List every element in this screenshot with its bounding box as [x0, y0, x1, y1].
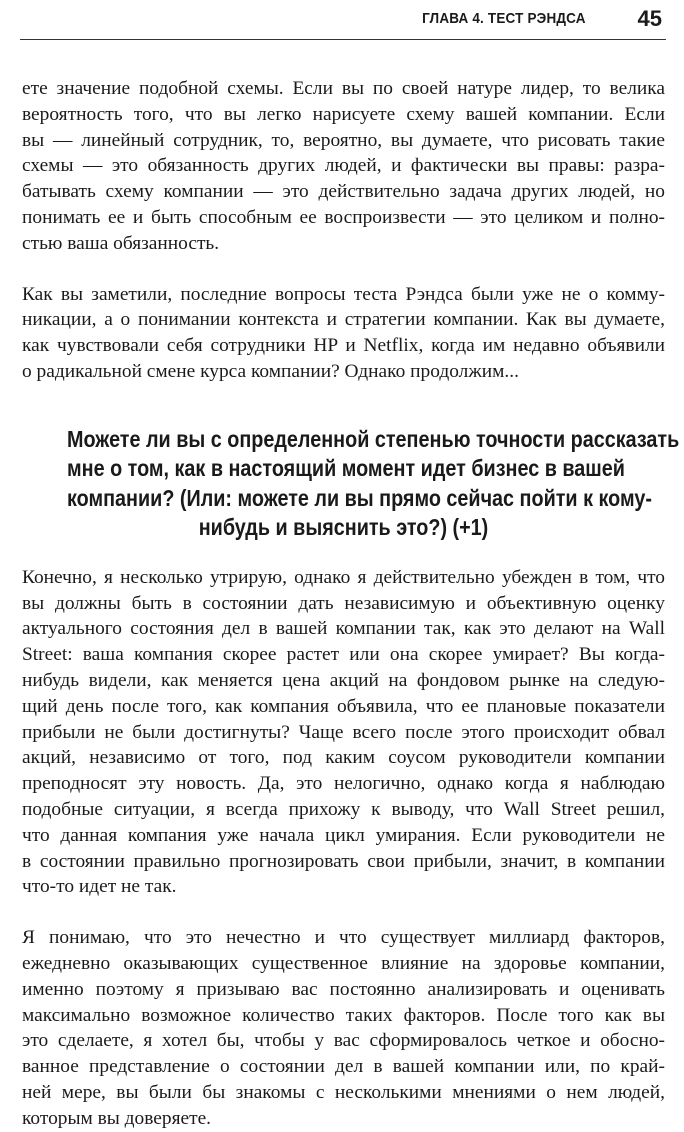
text-line: схемы — это обязанность других людей, и фактически вы правы: разра- — [22, 155, 665, 177]
paragraph-3 — [22, 565, 665, 900]
text-line: максимально возможное количество таких факторов. После того как вы — [22, 1004, 665, 1026]
text-line: о радикальной смене курса компании? Однако продолжим... — [22, 360, 519, 382]
text-line: что данная компания уже начала цикл умирания. Если руководители не — [22, 824, 665, 846]
text-line: в состоянии правильно прогнозировать свои прибыли, значит, в компании — [22, 850, 665, 872]
section-heading — [22, 425, 680, 543]
text-line: стью ваша обязанность. — [22, 232, 220, 254]
text-line: никации, а о понимании контекста и стратегии компании. Как вы думаете, — [22, 309, 665, 331]
text-line: Я понимаю, что это нечестно и что существует миллиард факторов, — [22, 927, 665, 949]
text-line: Street: ваша компания скорее растет или она скорее умирает? Вы когда- — [22, 644, 665, 666]
text-line: понимать ее и быть способным ее воспроизвести — это целиком и полно- — [22, 206, 665, 228]
text-line: Как вы заметили, последние вопросы теста Рэндса были уже не о комму- — [22, 283, 665, 305]
text-line: прибыли не были достигнуты? Чаще всего после этого происходит обвал — [22, 721, 665, 743]
text-line: ете значение подобной схемы. Если вы по своей натуре лидер, то велика — [22, 78, 665, 99]
text-line: вероятность того, что вы легко нарисуете схему вашей компании. Если — [22, 103, 665, 125]
paragraph-1 — [22, 76, 665, 257]
heading-line: нибудь и выяснить это?) (+1) — [198, 514, 489, 541]
paragraph-2 — [22, 282, 665, 385]
text-line: нибудь видели, как меняется цена акций на фондовом рынке на следую- — [22, 669, 665, 691]
chapter-title: ГЛАВА 4. ТЕСТ РЭНДСА — [422, 10, 586, 27]
heading-line: компании? (Или: можете ли вы прямо сейчас пойти к кому- — [67, 484, 652, 511]
text-line: ней мере, вы были бы знакомы с несколькими мнениями о нем людей, — [22, 1081, 665, 1103]
running-head — [0, 0, 684, 40]
paragraph-4 — [22, 925, 665, 1131]
text-line: которым вы доверяете. — [22, 1107, 212, 1129]
page-body — [22, 76, 680, 1132]
text-line: вы — линейный сотрудник, то, вероятно, вы думаете, что рисовать такие — [22, 129, 665, 151]
text-line: именно поэтому я призываю вас постоянно анализировать и оценивать — [22, 978, 665, 1000]
text-line: ежедневно оказывающих существенное влияние на здоровье компании, — [22, 952, 665, 974]
page-number: 45 — [637, 6, 662, 31]
text-line: щий день после того, как компания объявила, что ее плановые показатели — [22, 695, 665, 717]
header-rule — [20, 39, 666, 40]
text-line: преподносят эту новость. Да, это нелогично, однако когда я наблюдаю — [22, 773, 665, 795]
text-line: акций, независимо от того, под каким соусом руководители компании — [22, 747, 665, 769]
text-line: батывать схему компании — это действительно задача других людей, но — [22, 181, 665, 203]
text-line: что-то идет не так. — [22, 876, 177, 898]
text-line: вы должны быть в состоянии дать независимую и объективную оценку — [22, 592, 665, 614]
text-line: Конечно, я несколько утрирую, однако я действительно убежден в том, что — [22, 566, 665, 588]
text-line: это сделаете, я хотел бы, чтобы у вас сформировалось четкое и обосно- — [22, 1030, 665, 1052]
heading-line: Можете ли вы с определенной степенью точности рассказать — [67, 425, 680, 452]
text-line: как чувствовали себя сотрудники HP и Netflix, когда им недавно объявили — [22, 335, 665, 357]
heading-line: мне о том, как в настоящий момент идет бизнес в вашей — [67, 455, 625, 482]
text-line: актуального состояния дел в вашей компании так, как это делают на Wall — [22, 618, 665, 640]
text-line: ванное представление о состоянии дел в вашей компании или, по край- — [22, 1056, 665, 1078]
text-line: подобные ситуации, я всегда прихожу к выводу, что Wall Street решил, — [22, 798, 665, 820]
